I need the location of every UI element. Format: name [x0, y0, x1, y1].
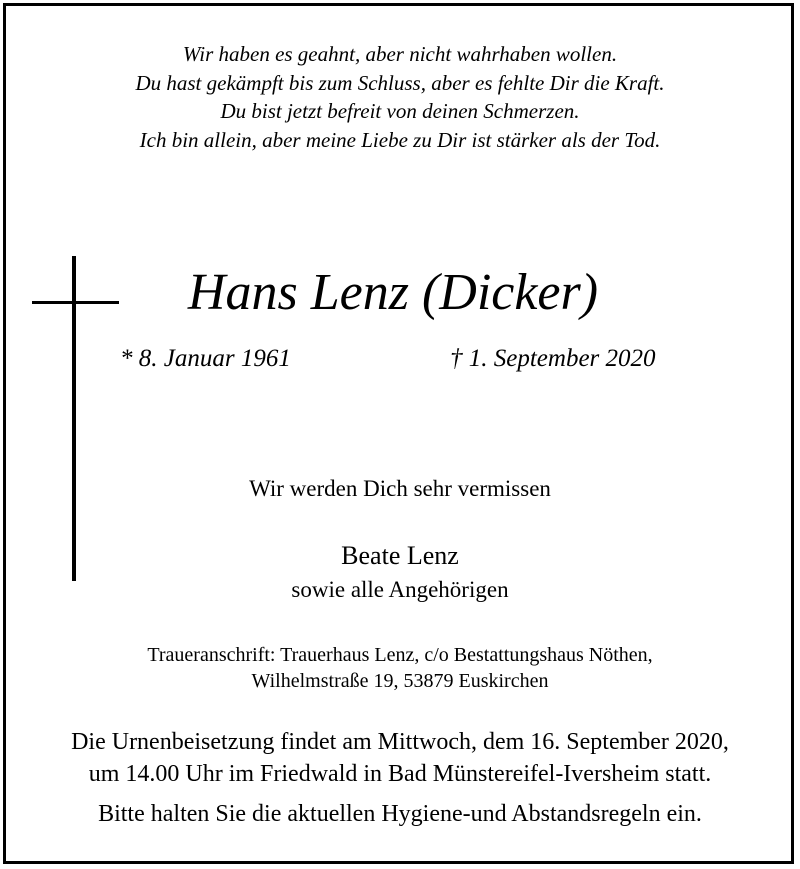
poem-line: Ich bin allein, aber meine Liebe zu Dir ist stärker als der Tod.	[139, 127, 661, 152]
mourning-address-line: Traueranschrift: Trauerhaus Lenz, c/o Bestattungshaus Nöthen,	[147, 644, 653, 666]
miss-text: Wir werden Dich sehr vermissen	[249, 476, 551, 501]
poem-line: Du hast gekämpft bis zum Schluss, aber es fehlte Dir die Kraft.	[135, 70, 665, 95]
deceased-name	[0, 262, 800, 324]
relatives-text: sowie alle Angehörigen	[291, 577, 509, 602]
burial-info-line: um 14.00 Uhr im Friedwald in Bad Münstereifel-Iversheim statt.	[88, 761, 712, 787]
burial-info-line: Die Urnenbeisetzung findet am Mittwoch, dem 16. September 2020,	[71, 729, 729, 755]
death-date: † 1. September 2020	[450, 345, 656, 372]
poem	[0, 40, 800, 154]
deceased-name-text: Hans Lenz (Dicker)	[187, 264, 599, 321]
birth-date: * 8. Januar 1961	[120, 345, 291, 372]
mourning-address-line: Wilhelmstraße 19, 53879 Euskirchen	[251, 670, 549, 692]
poem-line: Wir haben es geahnt, aber nicht wahrhaben wollen.	[182, 42, 618, 66]
signer-name: Beate Lenz	[341, 541, 459, 570]
hygiene-notice: Bitte halten Sie die aktuellen Hygiene-und Abstandsregeln ein.	[98, 801, 702, 827]
poem-line: Du bist jetzt befreit von deinen Schmerzen.	[220, 99, 580, 123]
